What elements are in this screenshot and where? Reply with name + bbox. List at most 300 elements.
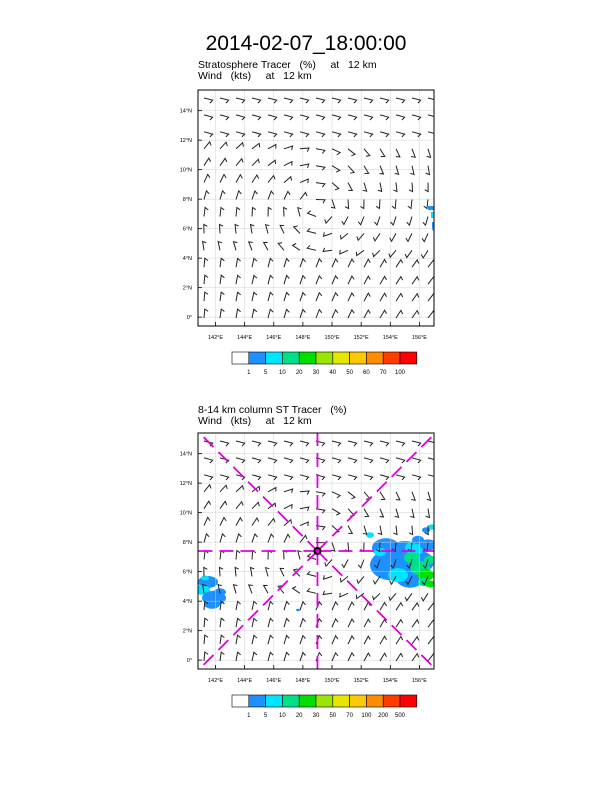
wind-barb (284, 162, 292, 166)
colorbar-label: 5 (263, 713, 268, 719)
wind-barb (204, 142, 211, 149)
wind-barb (391, 217, 396, 226)
wind-barb (236, 441, 245, 446)
lon-label: 156°E (411, 335, 427, 341)
wind-barb (252, 208, 256, 217)
wind-barb (251, 225, 255, 234)
wind-barb (364, 458, 373, 463)
wind-barb (364, 293, 370, 301)
wind-barb (412, 311, 419, 318)
wind-barb (252, 309, 257, 318)
wind-barb (374, 217, 380, 226)
colorbar-swatch (316, 352, 333, 364)
wind-barb (380, 115, 389, 120)
wind-barb (393, 526, 397, 535)
wind-barb (252, 292, 257, 301)
wind-barb (406, 233, 412, 241)
lon-label: 154°E (382, 678, 398, 684)
wind-barb (408, 200, 412, 209)
wind-barb (284, 441, 293, 446)
wind-barb (236, 635, 241, 644)
wind-barb (236, 502, 243, 509)
wind-barb (316, 310, 322, 318)
bottom-panel-subtitle-2: Wind (kts) at 12 km (198, 415, 312, 427)
wind-barb (236, 175, 242, 183)
wind-barb (300, 132, 309, 137)
wind-barb (396, 441, 405, 446)
wind-barb (252, 534, 258, 543)
lon-label: 152°E (353, 335, 369, 341)
colorbar-swatch (350, 695, 367, 707)
wind-barb (284, 619, 289, 628)
wind-barb (220, 292, 224, 301)
wind-barb (409, 183, 413, 192)
wind-barb (204, 132, 213, 137)
wind-barb (284, 458, 293, 463)
wind-barb (380, 458, 389, 463)
wind-barb (236, 98, 245, 103)
wind-barb (380, 260, 387, 268)
colorbar-label: 10 (279, 713, 286, 719)
wind-barb (236, 458, 245, 463)
wind-barb (268, 132, 277, 137)
wind-barb (268, 145, 276, 149)
lat-label: 6°N (182, 569, 192, 576)
wind-barb (348, 115, 357, 120)
wind-barb (280, 225, 284, 233)
colorbar-label: 200 (378, 713, 389, 719)
wind-barb (204, 652, 208, 661)
wind-barb (364, 636, 370, 644)
wind-barb (204, 309, 208, 318)
wind-barb (396, 277, 403, 285)
colorbar-swatch (400, 695, 417, 707)
wind-barb (412, 620, 419, 627)
wind-barb (307, 588, 316, 593)
wind-barb (380, 310, 387, 318)
lat-label: 10°N (179, 510, 192, 517)
colorbar-label: 1 (247, 370, 251, 376)
wind-barb (427, 492, 431, 501)
wind-barb (316, 149, 325, 154)
wind-barb (236, 143, 244, 149)
wind-barb (204, 458, 213, 463)
wind-barb (236, 518, 242, 526)
wind-barb (300, 507, 309, 511)
wind-barb (268, 475, 277, 480)
wind-barb (332, 619, 338, 627)
wind-barb (410, 509, 414, 518)
wind-barb (421, 250, 428, 258)
wind-barb (300, 179, 308, 183)
wind-barb (220, 501, 227, 508)
wind-barb (363, 183, 367, 192)
bottom-panel-subtitle-1: 8-14 km column ST Tracer (%) (198, 404, 347, 416)
colorbar-label: 30 (312, 370, 320, 376)
wind-barb (405, 593, 412, 600)
wind-barb (373, 593, 380, 599)
wind-barb (357, 576, 364, 583)
wind-barb (252, 601, 257, 610)
wind-barb (332, 166, 340, 173)
wind-barb (300, 115, 309, 120)
wind-barb (393, 183, 397, 192)
wind-barb (268, 208, 272, 217)
wind-barb (284, 293, 289, 302)
wind-barb (340, 250, 348, 254)
wind-barb (316, 98, 325, 103)
wind-barb (268, 98, 277, 103)
wind-barb (252, 618, 257, 627)
wind-barb (332, 492, 340, 498)
wind-barb (252, 258, 257, 267)
lat-label: 2°N (182, 285, 192, 292)
wind-barb (332, 259, 338, 267)
lon-label: 150°E (324, 678, 340, 684)
colorbar-swatch (400, 352, 417, 364)
lat-label: 12°N (179, 481, 192, 488)
wind-barb (220, 115, 229, 120)
wind-barb (428, 115, 437, 120)
wind-barb (268, 618, 273, 627)
wind-barb (236, 208, 240, 217)
wind-barb (204, 115, 213, 120)
wind-barb (268, 488, 276, 492)
wind-barb (396, 475, 405, 480)
wind-barb (204, 258, 208, 267)
wind-barb (396, 310, 403, 318)
wind-barb (342, 560, 348, 568)
wind-barb (220, 309, 224, 318)
wind-barb (332, 653, 338, 661)
wind-barb (268, 534, 274, 542)
lat-label: 6°N (182, 226, 192, 233)
storm-center-marker (315, 549, 319, 553)
colorbar-swatch (232, 695, 249, 707)
wind-barb (204, 292, 208, 301)
colorbar-label: 100 (361, 713, 372, 719)
wind-barb (409, 526, 413, 535)
wind-barb (204, 98, 213, 103)
wind-barb (348, 259, 354, 267)
wind-barb (220, 601, 224, 610)
wind-barb (266, 225, 270, 234)
wind-barb (300, 522, 308, 526)
wind-barb (294, 226, 300, 233)
lat-label: 10°N (179, 167, 192, 174)
colorbar-label: 40 (329, 370, 337, 376)
colorbar-label: 5 (263, 370, 268, 376)
wind-barb (324, 232, 333, 236)
wind-barb (284, 191, 290, 199)
wind-barb (252, 132, 261, 137)
wind-barb (396, 637, 403, 645)
colorbar-swatch (333, 352, 350, 364)
wind-barb (396, 653, 403, 661)
wind-barb (348, 149, 355, 156)
wind-barb (284, 489, 293, 493)
wind-barb (396, 260, 403, 268)
wind-barb (348, 310, 354, 318)
colorbar-swatch (383, 352, 400, 364)
wind-barb (220, 98, 229, 103)
wind-barb (380, 603, 387, 611)
wind-barb (340, 593, 348, 597)
tracer-patch (428, 206, 437, 210)
wind-barb (252, 191, 258, 200)
tracer-patch (204, 599, 220, 609)
wind-barb (332, 183, 339, 190)
wind-barb (380, 98, 389, 103)
wind-barb (284, 309, 289, 318)
top-colorbar (232, 352, 417, 376)
wind-barb (412, 294, 419, 301)
wind-barb (236, 115, 245, 120)
wind-barb (268, 292, 273, 301)
wind-barb (396, 149, 400, 157)
bottom-colorbar (232, 695, 417, 719)
wind-barb (364, 310, 370, 318)
wind-barb (220, 618, 224, 627)
wind-barb (268, 115, 277, 120)
wind-barb (427, 149, 431, 158)
wind-barb (348, 441, 357, 446)
wind-barb (307, 571, 316, 576)
wind-barb (331, 543, 335, 552)
wind-barb (316, 259, 322, 267)
wind-barb (293, 587, 301, 594)
wind-barb (268, 652, 273, 661)
wind-barb (392, 200, 396, 209)
wind-barb (421, 593, 428, 601)
wind-barb (220, 518, 226, 526)
wind-barb (236, 292, 241, 301)
wind-barb (396, 115, 405, 120)
wind-barb (204, 485, 211, 492)
wind-barb (236, 275, 241, 284)
wind-barb (284, 208, 288, 217)
wind-barb (284, 259, 289, 268)
radial-line (317, 268, 600, 551)
wind-barb (364, 475, 373, 480)
wind-barb (364, 259, 370, 267)
wind-barb (412, 603, 419, 610)
wind-barb (332, 602, 338, 610)
wind-barb (252, 275, 257, 284)
colorbar-swatch (249, 352, 266, 364)
wind-barb (284, 146, 293, 150)
colorbar-swatch (249, 695, 266, 707)
wind-barb (252, 175, 259, 183)
wind-barb (220, 175, 226, 183)
wind-barb (236, 534, 241, 543)
wind-barb (373, 576, 380, 584)
wind-barb (390, 233, 396, 241)
wind-barb (357, 233, 364, 240)
wind-barb (252, 98, 261, 103)
wind-barb (268, 259, 273, 268)
lat-label: 2°N (182, 628, 192, 635)
wind-barb (204, 517, 210, 525)
wind-barb (332, 458, 341, 463)
bottom-panel (0, 151, 612, 792)
lat-label: 14°N (179, 451, 192, 458)
top-panel (180, 90, 437, 376)
colorbar-swatch (266, 352, 283, 364)
wind-barb (268, 441, 277, 446)
wind-barb (412, 260, 419, 267)
wind-barb (364, 98, 373, 103)
wind-barb (380, 276, 387, 284)
wind-barb (425, 183, 429, 192)
wind-barb (268, 458, 277, 463)
page-title: 2014-02-07_18:00:00 (205, 32, 407, 55)
wind-barb (428, 475, 437, 480)
wind-barb (422, 233, 428, 241)
wind-barb (395, 166, 399, 175)
wind-barb (396, 132, 405, 137)
wind-barb (364, 132, 373, 137)
wind-barb (236, 159, 243, 166)
wind-barb (284, 636, 289, 645)
wind-barb (268, 191, 274, 199)
wind-barb (298, 208, 302, 217)
colorbar-label: 30 (312, 713, 320, 719)
wind-barb (396, 98, 405, 103)
wind-barb (332, 293, 338, 301)
wind-barb (268, 309, 273, 318)
wind-barb (364, 492, 370, 500)
wind-barb (323, 248, 332, 252)
wind-barb (252, 458, 261, 463)
wind-barb (428, 98, 437, 103)
colorbar-label: 50 (329, 713, 337, 719)
wind-barb (356, 250, 364, 255)
wind-barb (204, 475, 213, 480)
wind-barb (348, 293, 354, 301)
wind-barb (204, 174, 210, 182)
wind-barb (364, 149, 370, 157)
wind-barb (307, 228, 316, 233)
wind-barb (300, 98, 309, 103)
wind-barb (405, 250, 412, 257)
lon-label: 146°E (266, 335, 282, 341)
wind-barb (300, 535, 307, 542)
wind-barb (268, 275, 273, 284)
wind-barb (348, 619, 354, 627)
wind-barb (380, 293, 387, 301)
wind-barb (220, 158, 227, 165)
wind-barb (236, 551, 240, 560)
wind-barb (252, 143, 260, 148)
wind-barb (234, 585, 238, 594)
wind-barb (378, 183, 382, 192)
wind-barb (308, 211, 316, 217)
wind-barb (348, 475, 357, 480)
wind-barb (220, 534, 225, 543)
map-frame (198, 90, 434, 326)
wind-barb (252, 441, 261, 446)
wind-barb (380, 619, 387, 627)
colorbar-label: 70 (379, 370, 387, 376)
wind-barb (293, 244, 301, 251)
wind-barb (284, 115, 293, 120)
wind-barb (220, 132, 229, 137)
wind-barb (396, 458, 405, 463)
lon-label: 142°E (207, 678, 224, 684)
wind-barb (300, 475, 309, 480)
wind-barb (389, 250, 396, 257)
tracer-patch (373, 542, 383, 549)
wind-barb (348, 653, 354, 661)
wind-barb (364, 619, 370, 627)
wind-barb (234, 242, 238, 251)
tracer-patch (296, 609, 300, 611)
wind-barb (300, 192, 307, 199)
wind-barb (345, 200, 349, 209)
lon-label: 152°E (353, 678, 369, 684)
colorbar-swatch (282, 352, 299, 364)
wind-barb (204, 635, 208, 644)
colorbar-label: 20 (295, 713, 303, 719)
wind-barb (424, 200, 428, 209)
tracer-patch (404, 552, 420, 563)
wind-barb (396, 492, 400, 500)
lat-label: 0° (186, 315, 192, 322)
wind-barb (316, 115, 325, 120)
wind-barb (220, 475, 229, 480)
wind-barb (380, 636, 387, 644)
wind-barb (428, 458, 437, 463)
wind-barb (236, 191, 241, 200)
top-panel-subtitle-2: Wind (kts) at 12 km (198, 70, 312, 82)
wind-barb (284, 602, 289, 611)
colorbar-swatch (366, 695, 383, 707)
wind-barb (407, 217, 412, 226)
colorbar-label: 10 (279, 370, 286, 376)
wind-barb (280, 568, 284, 576)
wind-barb (373, 233, 380, 241)
wind-barb (316, 293, 322, 301)
wind-barb (220, 258, 224, 267)
wind-barb (284, 98, 293, 103)
wind-barb (348, 183, 352, 191)
wind-barb (300, 491, 309, 495)
wind-barb (268, 635, 273, 644)
wind-barb (348, 492, 355, 499)
wind-barb (252, 502, 259, 508)
lat-label: 14°N (179, 108, 192, 115)
lon-label: 150°E (324, 335, 340, 341)
wind-barb (220, 652, 224, 661)
wind-barb (300, 458, 309, 463)
wind-barb (268, 519, 275, 526)
top-panel-subtitle-1: Stratosphere Tracer (%) at 12 km (198, 59, 377, 71)
wind-barb (268, 602, 273, 611)
lon-label: 156°E (411, 678, 427, 684)
colorbar-swatch (299, 352, 316, 364)
wind-barb (218, 242, 222, 251)
wind-barb (252, 652, 257, 661)
wind-barb (204, 501, 211, 509)
colorbar-label: 100 (394, 370, 406, 376)
wind-barb (411, 492, 415, 500)
colorbar-swatch (282, 695, 299, 707)
wind-barb (332, 115, 341, 120)
wind-barb (236, 309, 241, 318)
radial-line (317, 551, 600, 792)
wind-barb (284, 505, 292, 509)
